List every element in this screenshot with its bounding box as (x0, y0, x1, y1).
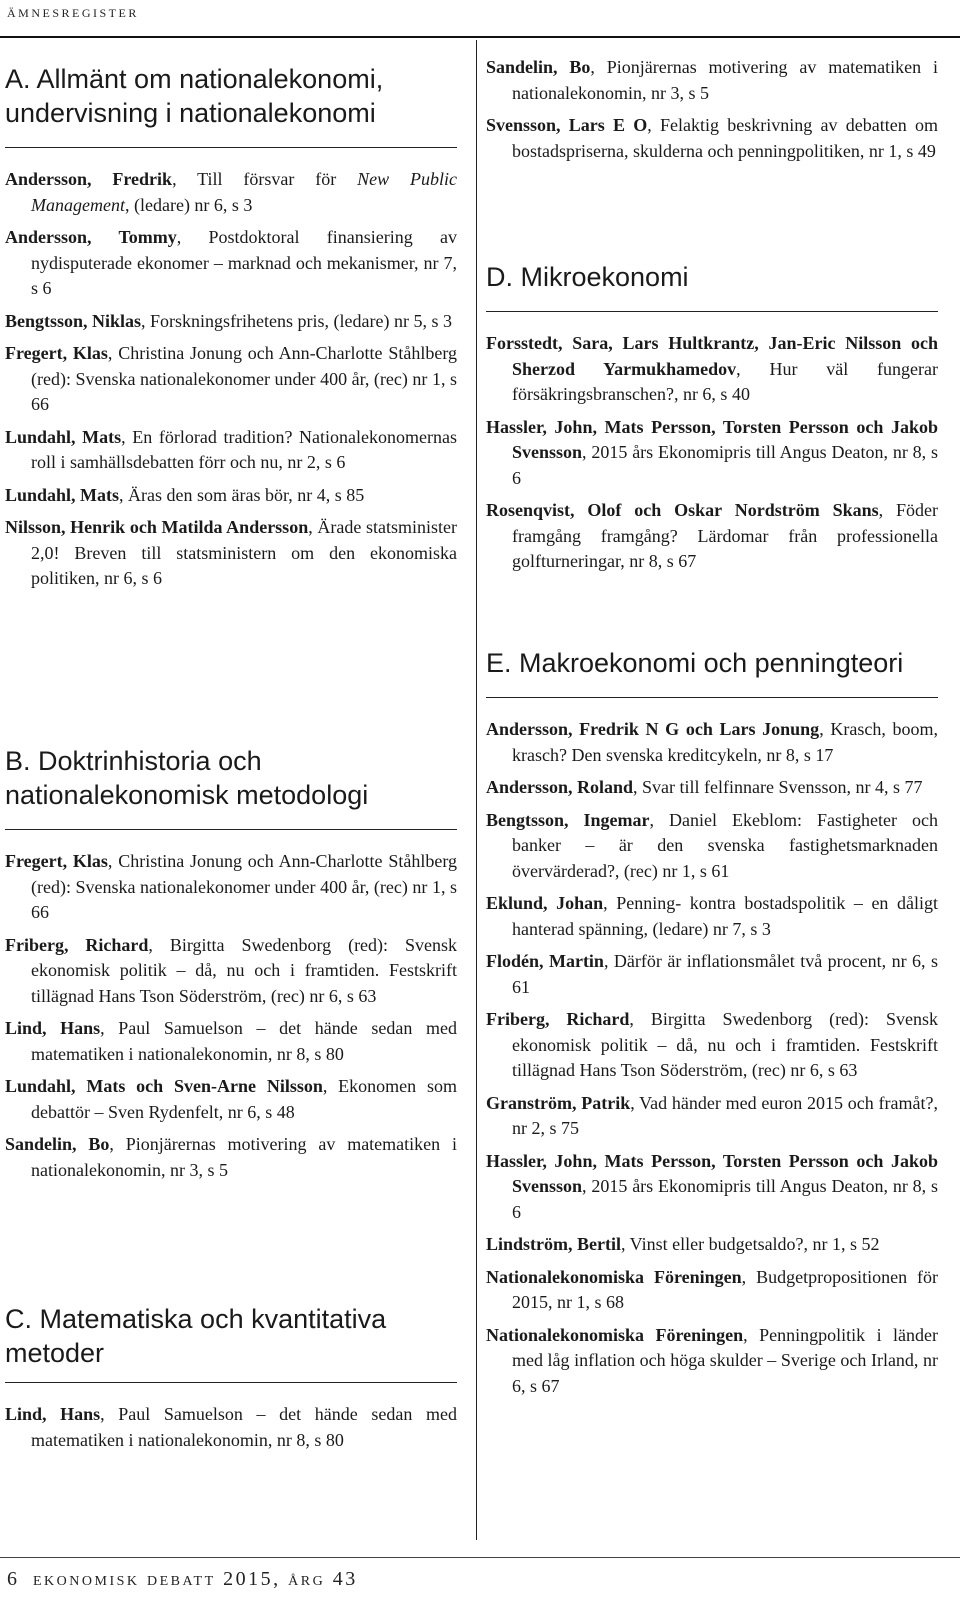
section-d (486, 260, 938, 582)
index-entry (5, 425, 457, 476)
entry-text: , Birgitta Swedenborg (red): Svensk ekonomisk politik – då, nu och i framtiden. Festskrift tillägnad Hans Tson Söderström, (rec) nr 6, s 63 (31, 934, 457, 1006)
entry-text: , Christina Jonung och Ann-Charlotte Ståhlberg (red): Svenska nationalekonomer under 400 år, (rec) nr 1, s 66 (31, 851, 457, 922)
entry-text: , 2015 års Ekonomipris till Angus Deaton, nr 8, s 6 (512, 442, 938, 488)
entry-text: , Krasch, boom, krasch? Den svenska kreditcykeln, nr 8, s 17 (512, 719, 938, 765)
running-head: ämnesregister (7, 2, 139, 21)
entry-author: Bengtsson, Niklas (5, 310, 142, 331)
section-a (5, 62, 457, 599)
index-entry (5, 483, 457, 509)
entry-author: Forsstedt, Sara, Lars Hultkrantz, Jan-Eric Nilsson och Sherzod Yarmukhamedov (486, 333, 938, 379)
section-e-rule (486, 697, 938, 698)
section-a-rule (5, 147, 457, 148)
index-entry (5, 341, 457, 418)
section-b (5, 744, 457, 1190)
entry-author: Nationalekonomiska Föreningen (486, 1324, 744, 1345)
entry-text: , Äras den som äras bör, nr 4, s 85 (119, 484, 365, 505)
entry-author: Lundahl, Mats (5, 426, 122, 447)
index-entry (486, 331, 938, 408)
entry-author: Lindström, Bertil (486, 1234, 621, 1254)
index-entry (486, 1091, 938, 1142)
entry-text: , Till försvar för (172, 169, 358, 189)
index-entry (5, 1016, 457, 1067)
index-entry (486, 891, 938, 942)
section-c-title: C. Matematiska och kvantitativa metoder (5, 1304, 387, 1368)
index-entry (5, 1074, 457, 1125)
entry-text: , En förlorad tradition? Nationalekonomernas roll i samhällsdebatten förr och nu, nr 2, s 6 (31, 426, 457, 472)
section-b-title: B. Doktrinhistoria och nationalekonomisk metodologi (5, 746, 369, 810)
section-d-entries (486, 331, 938, 575)
section-b-rule (5, 829, 457, 830)
entry-author: Flodén, Martin (486, 951, 604, 971)
index-entry (486, 1323, 938, 1400)
entry-text: , Penning- kontra bostadspolitik – en dåligt hanterad spänning, (ledare) nr 7, s 3 (512, 893, 938, 939)
index-entry (486, 1149, 938, 1226)
index-entry (5, 167, 457, 218)
footer-text: ekonomisk debatt 2015, årg 43 (33, 1568, 358, 1590)
page-number: 6 (7, 1568, 17, 1590)
section-e-entries (486, 717, 938, 1399)
index-entry (5, 1132, 457, 1183)
entry-text: , Ekonomen som debattör – Sven Rydenfelt, nr 6, s 48 (31, 1076, 457, 1122)
entry-author: Hassler, John, Mats Persson, Torsten Persson och Jakob Svensson (486, 1150, 938, 1196)
section-d-rule (486, 311, 938, 312)
index-entry (5, 515, 457, 592)
entry-author: Friberg, Richard (486, 1009, 630, 1029)
index-entry (5, 1402, 457, 1453)
entry-author: Nilsson, Henrik och Matilda Andersson (5, 517, 309, 537)
section-c-continued (486, 55, 938, 171)
index-entry (486, 113, 938, 164)
entry-author: Lundahl, Mats och Sven-Arne Nilsson (5, 1076, 323, 1096)
entry-text: , Paul Samuelson – det hände sedan med matematiken i nationalekonomin, nr 8, s 80 (31, 1018, 457, 1064)
index-entry (5, 933, 457, 1010)
column-divider (476, 40, 477, 1540)
index-entry (486, 808, 938, 885)
section-e-title: E. Makroekonomi och penningteori (486, 648, 904, 678)
index-entry (486, 498, 938, 575)
entry-text: , 2015 års Ekonomipris till Angus Deaton, nr 8, s 6 (512, 1176, 938, 1222)
index-entry (5, 309, 457, 335)
entry-author: Friberg, Richard (5, 934, 149, 955)
entry-author: Andersson, Tommy (5, 227, 177, 247)
index-entry (486, 1007, 938, 1084)
entry-text: , Därför är inflationsmålet två procent, nr 6, s 61 (512, 951, 938, 997)
section-b-entries (5, 849, 457, 1183)
section-c (5, 1302, 457, 1460)
entry-author: Svensson, Lars E O (486, 115, 648, 135)
entry-author: Fregert, Klas (5, 851, 108, 871)
entry-author: Fregert, Klas (5, 343, 108, 363)
entry-author: Bengtsson, Ingemar (486, 809, 650, 830)
section-a-entries (5, 167, 457, 592)
entry-text: , Paul Samuelson – det hände sedan med matematiken i nationalekonomin, nr 8, s 80 (31, 1404, 457, 1450)
top-rule (0, 36, 960, 38)
index-entry (486, 949, 938, 1000)
section-e (486, 646, 938, 1406)
index-entry (5, 849, 457, 926)
entry-author: Sandelin, Bo (486, 57, 591, 77)
entry-author: Granström, Patrik (486, 1092, 631, 1113)
index-entry (486, 1265, 938, 1316)
footer-rule (0, 1557, 960, 1558)
index-entry (486, 55, 938, 106)
entry-text: , Pionjärernas motivering av matematiken i nationalekonomin, nr 3, s 5 (512, 57, 938, 103)
entry-text: , Vad händer med euron 2015 och framåt?, nr 2, s 75 (512, 1092, 938, 1138)
entry-author: Rosenqvist, Olof och Oskar Nordström Skans (486, 500, 879, 520)
entry-author: Andersson, Fredrik N G och Lars Jonung (486, 719, 820, 739)
entry-text: , Föder framgång framgång? Lärdomar från professionella golfturneringar, nr 8, s 67 (512, 500, 938, 571)
entry-text: , Daniel Ekeblom: Fastigheter och banker – är den svenska fastighetsmarknaden övervärderad?, (rec) nr 1, s 61 (512, 809, 939, 881)
page-footer (7, 1568, 358, 1591)
entry-author: Eklund, Johan (486, 893, 604, 913)
entry-text: , Christina Jonung och Ann-Charlotte Ståhlberg (red): Svenska nationalekonomer under 400 år, (rec) nr 1, s 66 (31, 343, 457, 414)
entry-text: , (ledare) nr 6, s 3 (124, 194, 253, 215)
entry-text: , Pionjärernas motivering av matematiken i nationalekonomin, nr 3, s 5 (31, 1134, 457, 1180)
entry-text: , Postdoktoral finansiering av nydisputerade ekonomer – marknad och mekanismer, nr 7, s 6 (31, 227, 458, 298)
entry-text: , Ärade statsminister 2,0! Breven till statsministern om den ekonomiska politiken, nr 6, s 6 (31, 517, 457, 588)
entry-author: Hassler, John, Mats Persson, Torsten Persson och Jakob Svensson (486, 416, 938, 462)
index-entry (5, 225, 457, 302)
entry-author: Nationalekonomiska Föreningen (486, 1266, 742, 1287)
index-entry (486, 415, 938, 492)
index-entry (486, 717, 938, 768)
entry-text: , Birgitta Swedenborg (red): Svensk ekonomisk politik – då, nu och i framtiden. Festskrift tillägnad Hans Tson Söderström, (rec) nr 6, s 63 (512, 1009, 938, 1080)
entry-text: , Svar till felfinnare Svensson, nr 4, s 77 (633, 777, 923, 797)
entry-text: , Felaktig beskrivning av debatten om bostadspriserna, skulderna och penningpolitiken, nr 1, s 49 (512, 115, 938, 161)
entry-author: Sandelin, Bo (5, 1134, 110, 1154)
entry-author: Andersson, Roland (486, 777, 634, 797)
section-c-entries (5, 1402, 457, 1453)
section-c-rule (5, 1382, 457, 1383)
entry-text: , Budgetpropositionen för 2015, nr 1, s 68 (512, 1266, 938, 1312)
entry-author: Lind, Hans (5, 1018, 101, 1038)
entry-text: , Forskningsfrihetens pris, (ledare) nr 5, s 3 (141, 310, 452, 331)
entry-author: Andersson, Fredrik (5, 169, 173, 189)
index-entry (486, 1232, 938, 1258)
section-c-continued-entries (486, 55, 938, 164)
index-entry (486, 775, 938, 801)
entry-italic-text: New Public Management (31, 169, 457, 215)
entry-text: , Penningpolitik i länder med låg inflation och höga skulder – Sverige och Irland, nr 6, s 67 (512, 1324, 938, 1396)
entry-author: Lind, Hans (5, 1404, 101, 1424)
section-a-title: A. Allmänt om nationalekonomi, undervisning i nationalekonomi (5, 64, 384, 128)
entry-text: , Hur väl fungerar försäkringsbranschen?, nr 6, s 40 (512, 358, 938, 404)
entry-author: Lundahl, Mats (5, 484, 120, 505)
entry-text: , Vinst eller budgetsaldo?, nr 1, s 52 (621, 1234, 880, 1254)
section-d-title: D. Mikroekonomi (486, 262, 689, 292)
